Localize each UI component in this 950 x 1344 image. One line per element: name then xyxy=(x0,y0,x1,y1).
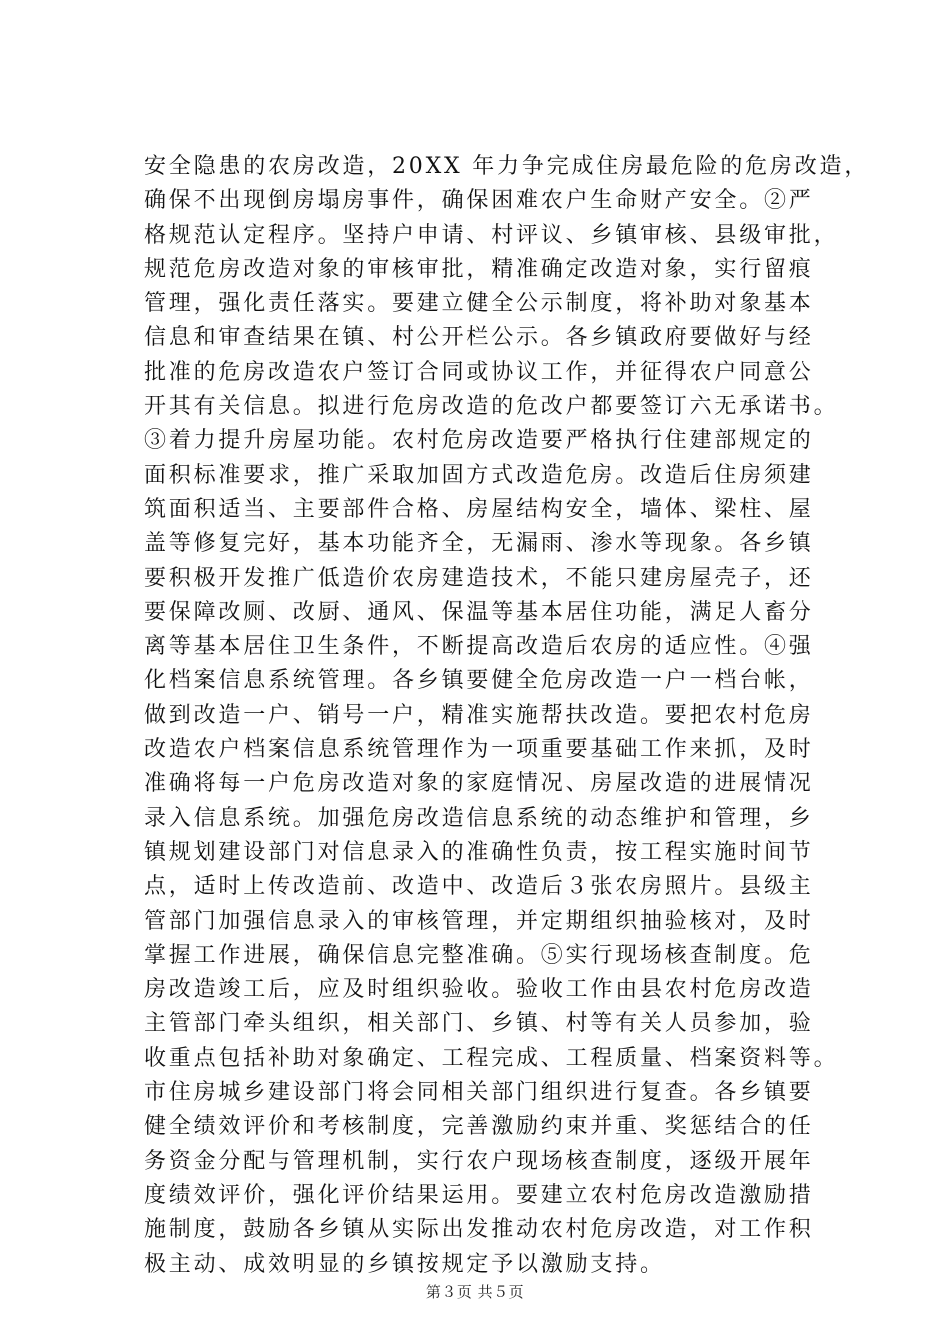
text-line: 管理，强化责任落实。要建立健全公示制度，将补助对象基本 xyxy=(144,291,814,317)
text-line: 批准的危房改造农户签订合同或协议工作，并征得农户同意公 xyxy=(144,359,814,385)
text-line: 施制度，鼓励各乡镇从实际出发推动农村危房改造，对工作积 xyxy=(144,1217,814,1243)
text-line: 规范危房改造对象的审核审批，精准确定改造对象，实行留痕 xyxy=(144,256,814,282)
text-line: 开其有关信息。拟进行危房改造的危改户都要签订六无承诺书。 xyxy=(144,394,839,420)
page-footer: 第３页 共５页 xyxy=(425,1283,525,1301)
text-line: 改造农户档案信息系统管理作为一项重要基础工作来抓，及时 xyxy=(144,737,814,763)
text-line: 房改造竣工后，应及时组织验收。验收工作由县农村危房改造 xyxy=(144,977,814,1003)
text-line: 要保障改厕、改厨、通风、保温等基本居住功能，满足人畜分 xyxy=(144,599,814,625)
text-line: 信息和审查结果在镇、村公开栏公示。各乡镇政府要做好与经 xyxy=(144,325,814,351)
text-line: ③着力提升房屋功能。农村危房改造要严格执行住建部规定的 xyxy=(144,428,814,454)
text-line: 面积标准要求，推广采取加固方式改造危房。改造后住房须建 xyxy=(144,462,814,488)
text-line: 格规范认定程序。坚持户申请、村评议、乡镇审核、县级审批， xyxy=(144,222,839,248)
text-line: 度绩效评价，强化评价结果运用。要建立农村危房改造激励措 xyxy=(144,1182,814,1208)
text-line: 离等基本居住卫生条件，不断提高改造后农房的适应性。④强 xyxy=(144,634,814,660)
text-line: 健全绩效评价和考核制度，完善激励约束并重、奖惩结合的任 xyxy=(144,1114,814,1140)
text-line: 掌握工作进展，确保信息完整准确。⑤实行现场核查制度。危 xyxy=(144,942,814,968)
text-line: 极主动、成效明显的乡镇按规定予以激励支持。 xyxy=(144,1251,665,1277)
text-line: 录入信息系统。加强危房改造信息系统的动态维护和管理，乡 xyxy=(144,805,814,831)
text-line: 化档案信息系统管理。各乡镇要健全危房改造一户一档台帐， xyxy=(144,668,814,694)
text-line: 盖等修复完好，基本功能齐全，无漏雨、渗水等现象。各乡镇 xyxy=(144,531,814,557)
text-line: 点，适时上传改造前、改造中、改造后３张农房照片。县级主 xyxy=(144,874,814,900)
text-line: 要积极开发推广低造价农房建造技术，不能只建房屋壳子，还 xyxy=(144,565,814,591)
text-line: 筑面积适当、主要部件合格、房屋结构安全，墙体、梁柱、屋 xyxy=(144,496,814,522)
text-line: 安全隐患的农房改造，20XX 年力争完成住房最危险的危房改造， xyxy=(144,154,870,179)
body-paragraph xyxy=(144,150,870,1282)
text-line: 主管部门牵头组织，相关部门、乡镇、村等有关人员参加，验 xyxy=(144,1011,814,1037)
text-line: 收重点包括补助对象确定、工程完成、工程质量、档案资料等。 xyxy=(144,1045,839,1071)
text-line: 市住房城乡建设部门将会同相关部门组织进行复查。各乡镇要 xyxy=(144,1080,814,1106)
text-line: 务资金分配与管理机制，实行农户现场核查制度，逐级开展年 xyxy=(144,1148,814,1174)
text-line: 管部门加强信息录入的审核管理，并定期组织抽验核对，及时 xyxy=(144,908,814,934)
text-line: 确保不出现倒房塌房事件，确保困难农户生命财产安全。②严 xyxy=(144,188,814,214)
text-line: 准确将每一户危房改造对象的家庭情况、房屋改造的进展情况 xyxy=(144,771,814,797)
text-line: 镇规划建设部门对信息录入的准确性负责，按工程实施时间节 xyxy=(144,839,814,865)
text-line: 做到改造一户、销号一户，精准实施帮扶改造。要把农村危房 xyxy=(144,702,814,728)
